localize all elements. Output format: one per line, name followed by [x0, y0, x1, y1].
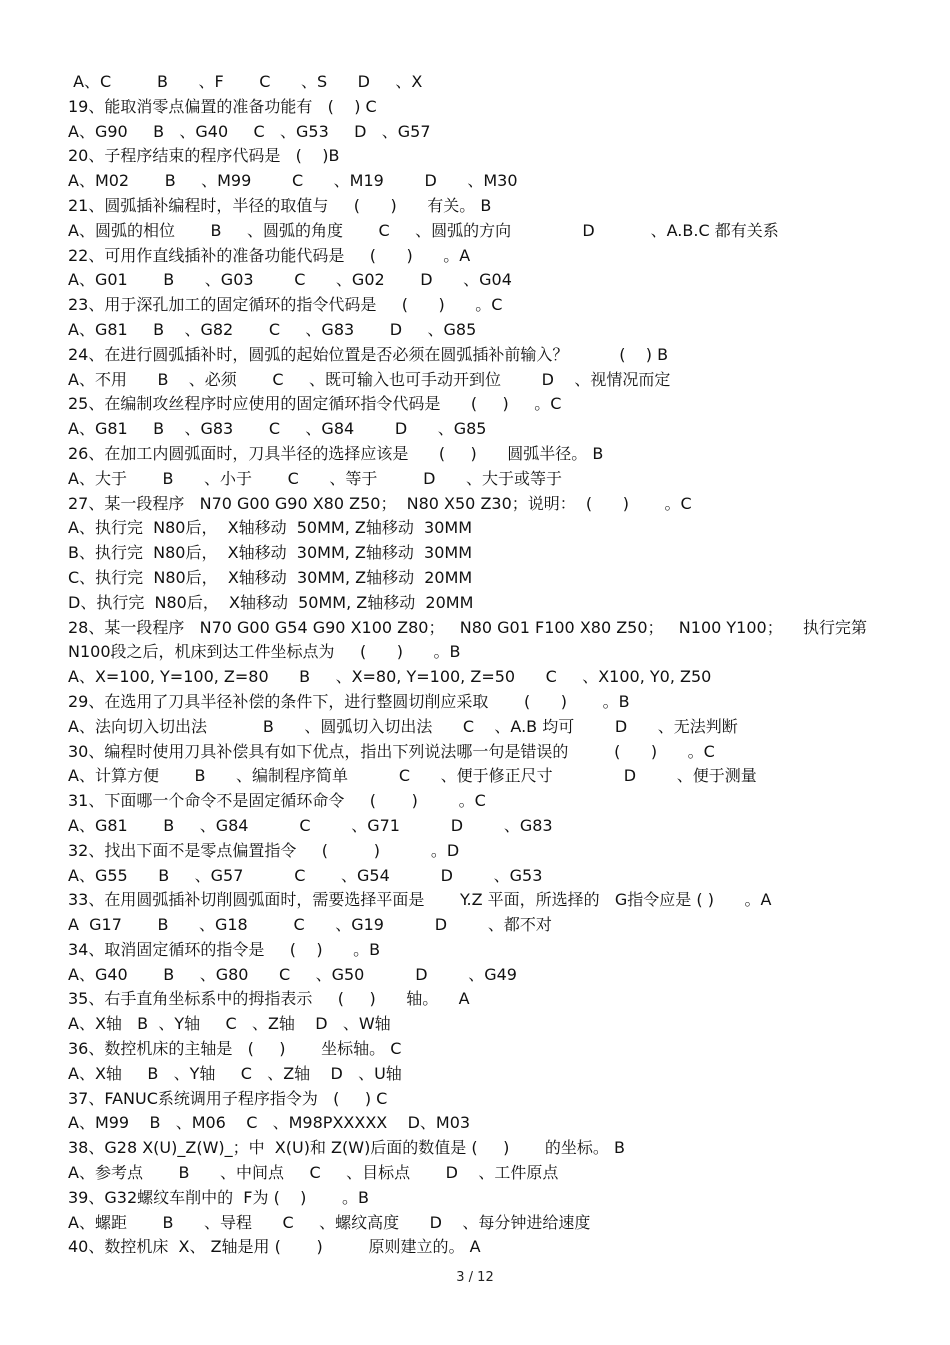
text-line: A、G81 B 、G84 C 、G71 D 、G83	[68, 815, 553, 835]
text-line: 38、G28 X(U)_Z(W)_；中 X(U)和 Z(W)后面的数值是 ( ) 的坐标。 B	[68, 1138, 625, 1158]
text-line: A、G01 B 、G03 C 、G02 D 、G04	[68, 270, 512, 290]
text-line: A、螺距 B 、导程 C 、螺纹高度 D 、每分钟进给速度	[68, 1212, 591, 1232]
text-line: 19、能取消零点偏置的准备功能有 ( ) C	[68, 96, 377, 116]
text-line: 22、可用作直线插补的准备功能代码是 ( ) 。A	[68, 245, 471, 265]
text-line: 26、在加工内圆弧面时，刀具半径的选择应该是 ( ) 圆弧半径。 B	[68, 443, 604, 463]
text-line: 30、编程时使用刀具补偿具有如下优点，指出下列说法哪一句是错误的 ( ) 。C	[68, 741, 715, 761]
text-line: A、计算方便 B 、编制程序简单 C 、便于修正尺寸 D 、便于测量	[68, 766, 757, 786]
text-line: A、大于 B 、小于 C 、等于 D 、大于或等于	[68, 468, 562, 488]
text-line: A G17 B 、G18 C 、G19 D 、都不对	[68, 915, 552, 935]
text-line: D、执行完 N80后， X轴移动 50MM, Z轴移动 20MM	[68, 592, 474, 612]
text-line: C、执行完 N80后， X轴移动 30MM, Z轴移动 20MM	[68, 567, 473, 587]
text-line: 28、某一段程序 N70 G00 G54 G90 X100 Z80； N80 G01 F100 X80 Z50； N100 Y100； 执行完第	[68, 617, 868, 637]
text-line: 36、数控机床的主轴是 ( ) 坐标轴。 C	[68, 1039, 402, 1059]
text-line: 29、在选用了刀具半径补偿的条件下，进行整圆切削应采取 ( ) 。B	[68, 691, 630, 711]
text-line: A、G55 B 、G57 C 、G54 D 、G53	[68, 865, 543, 885]
text-line: 27、某一段程序 N70 G00 G90 X80 Z50； N80 X50 Z30；说明： ( ) 。C	[68, 493, 692, 513]
question-list	[68, 70, 898, 1260]
text-line: A、G81 B 、G82 C 、G83 D 、G85	[68, 319, 477, 339]
text-line: A、执行完 N80后， X轴移动 50MM, Z轴移动 30MM	[68, 518, 472, 538]
text-line: 32、找出下面不是零点偏置指令 ( ) 。D	[68, 840, 460, 860]
text-line: 21、圆弧插补编程时，半径的取值与 ( ) 有关。 B	[68, 195, 492, 215]
text-line: 24、在进行圆弧插补时，圆弧的起始位置是否必须在圆弧插补前输入？ ( ) B	[68, 344, 669, 364]
text-line: A、参考点 B 、中间点 C 、目标点 D 、工件原点	[68, 1163, 559, 1183]
text-line: 34、取消固定循环的指令是 ( ) 。B	[68, 939, 381, 959]
text-line: A、X轴 B 、Y轴 C 、Z轴 D 、U轴	[68, 1063, 402, 1083]
text-line: A、G90 B 、G40 C 、G53 D 、G57	[68, 121, 431, 141]
text-line: N100段之后，机床到达工件坐标点为 ( ) 。B	[68, 642, 461, 662]
text-line: 31、下面哪一个命令不是固定循环命令 ( ) 。C	[68, 791, 486, 811]
text-line: B、执行完 N80后， X轴移动 30MM, Z轴移动 30MM	[68, 543, 473, 563]
text-line: A、X=100, Y=100, Z=80 B 、X=80, Y=100, Z=50 C 、X100, Y0, Z50	[68, 667, 712, 687]
text-line: A、C B 、F C 、S D 、X	[68, 72, 423, 91]
text-line: 40、数控机床 X、 Z轴是用 ( ) 原则建立的。 A	[68, 1237, 481, 1257]
text-line: 33、在用圆弧插补切削圆弧面时，需要选择平面是 Y.Z 平面，所选择的 G指令应是 ( ) 。A	[68, 890, 772, 910]
text-line: A、不用 B 、必须 C 、既可输入也可手动开到位 D 、视情况而定	[68, 369, 671, 389]
text-line: A、法向切入切出法 B 、圆弧切入切出法 C 、A.B 均可 D 、无法判断	[68, 716, 738, 736]
page-number: 3 / 12	[456, 1270, 494, 1285]
text-line: A、M99 B 、M06 C 、M98PXXXXX D、M03	[68, 1113, 471, 1133]
text-line: 35、右手直角坐标系中的拇指表示 ( ) 轴。 A	[68, 989, 470, 1009]
text-line: 37、FANUC系统调用子程序指令为 ( ) C	[68, 1088, 388, 1108]
text-line: A、G40 B 、G80 C 、G50 D 、G49	[68, 964, 517, 984]
text-line: A、G81 B 、G83 C 、G84 D 、G85	[68, 419, 487, 439]
text-line: A、X轴 B 、Y轴 C 、Z轴 D 、W轴	[68, 1014, 391, 1034]
text-line: A、圆弧的相位 B 、圆弧的角度 C 、圆弧的方向 D 、A.B.C 都有关系	[68, 220, 779, 240]
text-line: 23、用于深孔加工的固定循环的指令代码是 ( ) 。C	[68, 295, 503, 315]
text-line: 25、在编制攻丝程序时应使用的固定循环指令代码是 ( ) 。C	[68, 394, 562, 414]
text-line: A、M02 B 、M99 C 、M19 D 、M30	[68, 171, 518, 191]
text-line: 39、G32螺纹车削中的 F为 ( ) 。B	[68, 1187, 369, 1207]
text-line: 20、子程序结束的程序代码是 ( )B	[68, 146, 340, 166]
